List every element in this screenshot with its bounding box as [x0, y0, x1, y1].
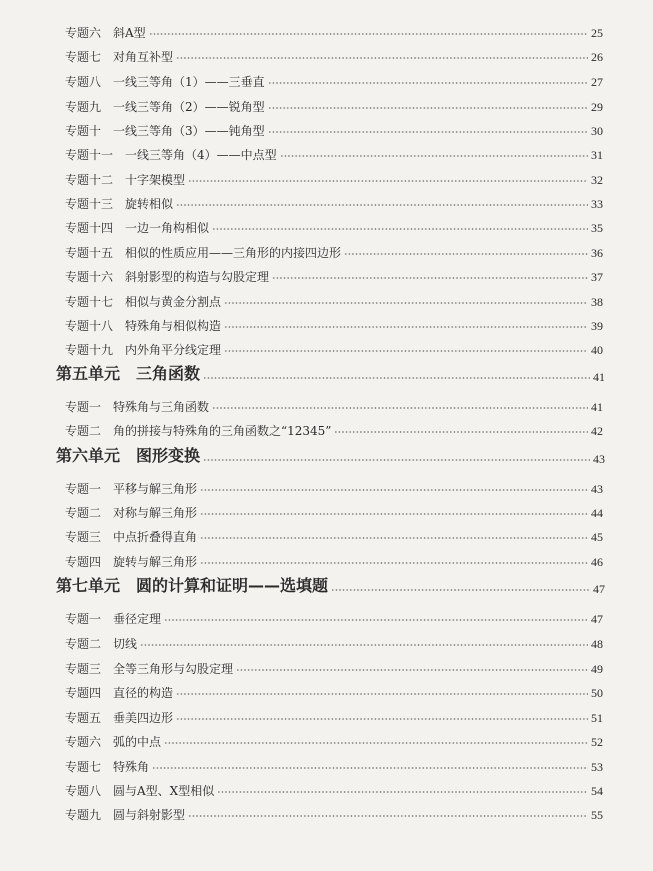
toc-entry[interactable]: [0, 394, 653, 414]
toc-entry-label: 专题十八 特殊角与相似构造: [65, 319, 222, 333]
toc-entry[interactable]: [0, 313, 653, 333]
toc-page-number: 29: [591, 100, 603, 114]
toc-entry[interactable]: [0, 167, 653, 187]
toc-entry[interactable]: [0, 729, 653, 749]
dot-leader: [200, 535, 588, 541]
toc-page-number: 41: [593, 370, 605, 384]
toc-entry[interactable]: [0, 44, 653, 64]
toc-entry-label: 专题十三 旋转相似: [65, 197, 174, 211]
toc-entry[interactable]: [0, 20, 653, 40]
toc-page-number: 53: [591, 760, 603, 774]
toc-entry[interactable]: [0, 215, 653, 235]
dot-leader: [176, 55, 588, 61]
dot-leader: [176, 691, 588, 697]
dot-leader: [224, 324, 588, 330]
toc-entry[interactable]: [0, 191, 653, 211]
toc-entry[interactable]: [0, 118, 653, 138]
toc-page-number: 33: [591, 197, 603, 211]
toc-entry[interactable]: [0, 142, 653, 162]
toc-entry-label: 专题六 斜A型: [65, 26, 146, 40]
toc-entry[interactable]: [0, 94, 653, 114]
dot-leader: [268, 80, 588, 86]
toc-entry-label: 专题一 垂径定理: [65, 612, 162, 626]
toc-page-number: 36: [591, 246, 603, 260]
dot-leader: [344, 251, 588, 257]
dot-leader: [212, 405, 588, 411]
toc-page-number: 49: [591, 662, 603, 676]
toc-page-number: 26: [591, 50, 603, 64]
toc-entry-label: 专题八 圆与A型、X型相似: [65, 784, 215, 798]
dot-leader: [203, 375, 590, 381]
toc-entry[interactable]: [0, 631, 653, 651]
toc-unit-label: 第七单元 圆的计算和证明——选填题: [56, 576, 329, 595]
dot-leader: [140, 642, 588, 648]
dot-leader: [200, 487, 588, 493]
toc-entry-label: 专题三 中点折叠得直角: [65, 530, 198, 544]
toc-page-number: 47: [591, 612, 603, 626]
dot-leader: [176, 202, 588, 208]
dot-leader: [164, 617, 588, 623]
toc-entry-label: 专题七 对角互补型: [65, 50, 174, 64]
toc-entry-label: 专题一 特殊角与三角函数: [65, 400, 210, 414]
toc-page-number: 55: [591, 808, 603, 822]
dot-leader: [203, 457, 590, 463]
toc-page-number: 38: [591, 295, 603, 309]
toc-entry-label: 专题四 直径的构造: [65, 686, 174, 700]
dot-leader: [188, 813, 588, 819]
toc-entry-label: 专题十七 相似与黄金分割点: [65, 295, 222, 309]
toc-page-number: 41: [591, 400, 603, 414]
toc-page-number: 46: [591, 555, 603, 569]
toc-page-number: 52: [591, 735, 603, 749]
toc-unit-heading[interactable]: [0, 446, 653, 466]
toc-page-number: 31: [591, 148, 603, 162]
dot-leader: [272, 275, 588, 281]
dot-leader: [331, 587, 590, 593]
toc-page-number: 43: [591, 482, 603, 496]
toc-entry-label: 专题十四 一边一角构相似: [65, 221, 210, 235]
toc-page-number: 40: [591, 343, 603, 357]
toc-page-number: 39: [591, 319, 603, 333]
toc-entry[interactable]: [0, 418, 653, 438]
toc-entry[interactable]: [0, 264, 653, 284]
toc-entry-label: 专题七 特殊角: [65, 760, 150, 774]
toc-entry-label: 专题十六 斜射影型的构造与勾股定理: [65, 270, 270, 284]
dot-leader: [224, 348, 588, 354]
toc-entry-label: 专题八 一线三等角（1）——三垂直: [65, 75, 265, 89]
toc-entry[interactable]: [0, 754, 653, 774]
toc-entry[interactable]: [0, 778, 653, 798]
toc-entry[interactable]: [0, 240, 653, 260]
dot-leader: [188, 178, 588, 184]
toc-page-number: 27: [591, 75, 603, 89]
toc-page-number: 50: [591, 686, 603, 700]
toc-entry-label: 专题三 全等三角形与勾股定理: [65, 662, 234, 676]
toc-entry-label: 专题二 角的拼接与特殊角的三角函数之“12345”: [65, 424, 332, 438]
toc-entry-label: 专题九 一线三等角（2）——锐角型: [65, 100, 265, 114]
toc-unit-heading[interactable]: [0, 364, 653, 384]
toc-entry-label: 专题四 旋转与解三角形: [65, 555, 198, 569]
toc-page-number: 45: [591, 530, 603, 544]
dot-leader: [268, 105, 588, 111]
dot-leader: [268, 129, 588, 135]
toc-page-number: 32: [591, 173, 603, 187]
toc-entry[interactable]: [0, 289, 653, 309]
dot-leader: [280, 153, 588, 159]
toc-page-number: 35: [591, 221, 603, 235]
toc-entry[interactable]: [0, 500, 653, 520]
dot-leader: [224, 300, 588, 306]
toc-entry[interactable]: [0, 802, 653, 822]
toc-entry[interactable]: [0, 680, 653, 700]
toc-entry-label: 专题九 圆与斜射影型: [65, 808, 186, 822]
toc-entry-label: 专题二 切线: [65, 637, 138, 651]
toc-entry[interactable]: [0, 606, 653, 626]
dot-leader: [152, 765, 588, 771]
dot-leader: [164, 740, 588, 746]
toc-entry[interactable]: [0, 69, 653, 89]
dot-leader: [200, 560, 588, 566]
toc-unit-label: 第六单元 图形变换: [56, 446, 201, 465]
dot-leader: [236, 667, 588, 673]
toc-page-number: 51: [591, 711, 603, 725]
toc-page-number: 47: [593, 582, 605, 596]
toc-entry-label: 专题一 平移与解三角形: [65, 482, 198, 496]
dot-leader: [149, 31, 588, 37]
toc-entry-label: 专题十九 内外角平分线定理: [65, 343, 222, 357]
toc-entry-label: 专题十 一线三等角（3）——钝角型: [65, 124, 265, 138]
toc-entry-label: 专题二 对称与解三角形: [65, 506, 198, 520]
toc-entry-label: 专题十二 十字架模型: [65, 173, 186, 187]
dot-leader: [217, 789, 588, 795]
toc-entry[interactable]: [0, 705, 653, 725]
toc-entry[interactable]: [0, 476, 653, 496]
toc-page-number: 48: [591, 637, 603, 651]
toc-entry-label: 专题六 弧的中点: [65, 735, 162, 749]
toc-page-number: 30: [591, 124, 603, 138]
toc-entry[interactable]: [0, 656, 653, 676]
dot-leader: [334, 429, 588, 435]
toc-entry-label: 专题十一 一线三等角（4）——中点型: [65, 148, 277, 162]
toc-page-number: 37: [591, 270, 603, 284]
toc-page-number: 43: [593, 452, 605, 466]
toc-entry[interactable]: [0, 524, 653, 544]
toc-page-number: 44: [591, 506, 603, 520]
toc-page-number: 25: [591, 26, 603, 40]
toc-entry-label: 专题五 垂美四边形: [65, 711, 174, 725]
toc-page-number: 54: [591, 784, 603, 798]
toc-entry[interactable]: [0, 549, 653, 569]
toc-unit-heading[interactable]: [0, 576, 653, 596]
dot-leader: [200, 511, 588, 517]
dot-leader: [176, 716, 588, 722]
toc-page-number: 42: [591, 424, 603, 438]
toc-entry[interactable]: [0, 337, 653, 357]
toc-unit-label: 第五单元 三角函数: [56, 364, 201, 383]
toc-entry-label: 专题十五 相似的性质应用——三角形的内接四边形: [65, 246, 342, 260]
dot-leader: [212, 226, 588, 232]
